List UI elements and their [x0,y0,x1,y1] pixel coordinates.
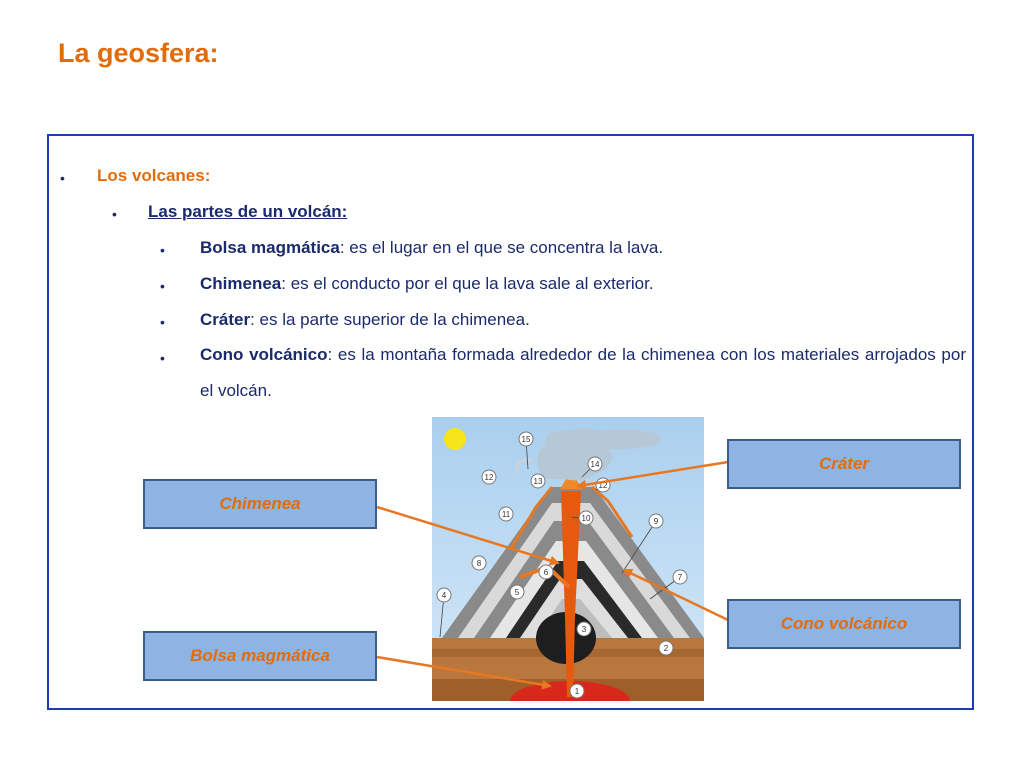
bullet-crater: • [160,314,165,330]
page-title: La geosfera: [58,38,219,68]
svg-text:1: 1 [574,687,580,696]
heading-volcanes: Los volcanes: [97,166,211,185]
callout-cono-label: Cono volcánico [780,614,908,633]
callout-bolsa-label: Bolsa magmática [190,646,330,665]
svg-text:9: 9 [653,517,659,526]
callout-crater-label: Cráter [818,454,870,473]
term-chimenea: Chimenea [200,274,282,293]
svg-text:14: 14 [590,460,600,469]
bullet-bolsa: • [160,242,165,258]
svg-text:7: 7 [677,573,683,582]
term-crater: Cráter [200,310,251,329]
svg-text:3: 3 [581,625,587,634]
bullet-cono: • [160,350,165,366]
svg-text:12: 12 [598,481,608,490]
bullet-level1: • [60,170,65,186]
heading-partes: Las partes de un volcán: [148,202,348,221]
svg-text:5: 5 [514,588,520,597]
arrow-cono [624,570,728,620]
term-cono: Cono volcánico [200,345,328,364]
svg-text:10: 10 [581,514,591,523]
term-bolsa: Bolsa magmática [200,238,340,257]
desc-bolsa: : es el lugar en el que se concentra la lava. [339,238,664,257]
svg-text:2: 2 [663,644,669,653]
callout-crater [727,439,961,489]
svg-text:4: 4 [441,591,447,600]
bullet-level2: • [112,206,117,222]
svg-text:12: 12 [484,473,494,482]
svg-text:8: 8 [476,559,482,568]
svg-text:15: 15 [521,435,531,444]
desc-cono: : es la montaña formada alrededor de la chimenea con los materiales arrojados por el volcán. [200,345,966,400]
callout-chimenea [143,479,377,529]
svg-text:13: 13 [533,477,543,486]
svg-text:11: 11 [501,510,511,519]
svg-text:6: 6 [543,568,549,577]
arrow-crater [578,462,728,486]
bullet-chimenea: • [160,278,165,294]
desc-chimenea: : es el conducto por el que la lava sale al exterior. [281,274,654,293]
callout-cono [727,599,961,649]
desc-crater: : es la parte superior de la chimenea. [250,310,530,329]
callout-bolsa [143,631,377,681]
arrow-bolsa [377,657,550,686]
callout-chimenea-label: Chimenea [219,494,301,513]
arrow-chimenea [377,507,558,563]
